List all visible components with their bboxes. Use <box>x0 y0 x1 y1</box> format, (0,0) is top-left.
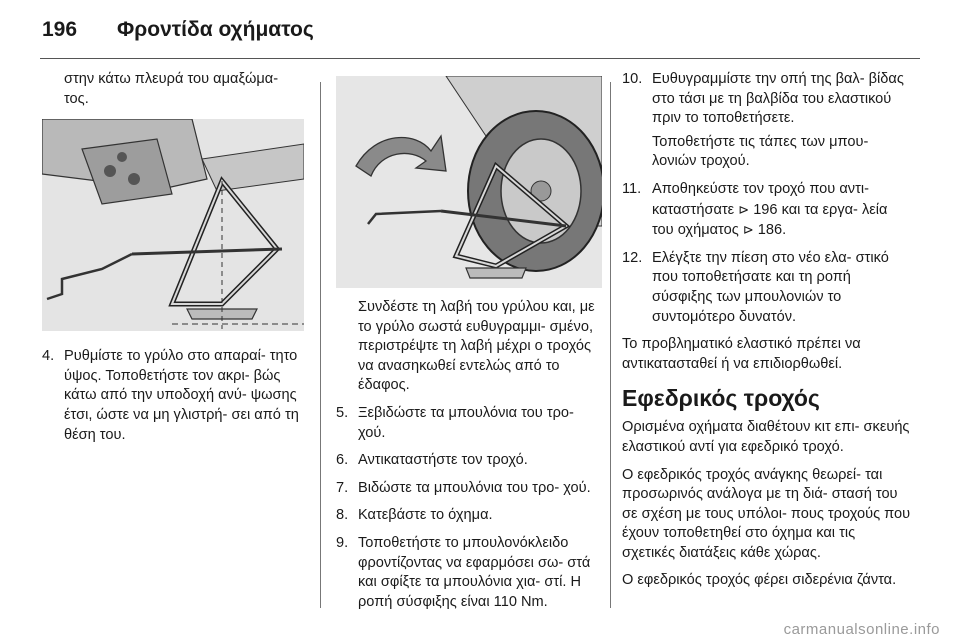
step-10-extra: Τοποθετήστε τις τάπες των μπου‐ λονιών τροχού. <box>652 133 869 170</box>
step-6 <box>336 451 602 471</box>
step-9-text: Τοποθετήστε το μπουλονόκλειδο φροντίζοντας να εφαρμόσει σω‐ στά και σφίξτε τα μπουλόνια χια‐ στί. Η ροπή σύσφιξης είναι 110 Nm. <box>358 534 591 610</box>
step-4 <box>42 347 304 445</box>
connect-handle-paragraph: Συνδέστε τη λαβή του γρύλου και, με το γρύλο σωστά ευθυγραμμι‐ σμένο, περιστρέψτε τη λαβή μέχρι ο τροχός να ανασηκωθεί εντελώς από το έδαφος. <box>358 299 595 394</box>
step-10-text: Ευθυγραμμίστε την οπή της βαλ‐ βίδας στο τάσι με τη βαλβίδα του ελαστικού πριν το τοποθετήσετε. <box>652 71 904 127</box>
step-12 <box>622 249 912 327</box>
step-5 <box>336 404 602 443</box>
column-2 <box>336 70 602 620</box>
step-6-text: Αντικαταστήστε τον τροχό. <box>358 452 528 469</box>
jack-position-illustration <box>42 119 304 331</box>
step-5-text: Ξεβιδώστε τα μπουλόνια του τρο‐ χού. <box>358 404 574 441</box>
spare-wheel-heading: Εφεδρικός τροχός <box>622 385 820 412</box>
column-divider-1 <box>320 82 321 608</box>
spare-wheel-paragraph-2: Ο εφεδρικός τροχός ανάγκης θεωρεί‐ ται προσωρινός ανάλογα με τη διά‐ στασή του σε σχέση με τους υπόλοι‐ πους τροχούς που έχουν τοποθετηθεί στο όχημα και τις σχετικές διατάξεις κάθε χώρας. <box>622 466 911 561</box>
section-title: Φροντίδα οχήματος <box>117 18 314 41</box>
watermark: carmanualsonline.info <box>783 621 940 638</box>
step-11-text <box>652 180 912 241</box>
spare-wheel-paragraph-1: Ορισμένα οχήματα διαθέτουν κιτ επι‐ σκευής ελαστικού αντί για εφεδρικό τροχό. <box>622 419 910 455</box>
page-ref-arrow-icon: ⊳ <box>738 201 750 217</box>
step-6-number: 6. <box>336 452 349 469</box>
step-10 <box>622 70 912 129</box>
header-rule <box>40 58 920 59</box>
step-8-number: 8. <box>336 507 349 524</box>
step-7-number: 7. <box>336 479 349 496</box>
step-4-text: Ρυθμίστε το γρύλο στο απαραί‐ τητο ύψος. Τοποθετήστε τον ακρι‐ βώς κάτω από την υποδοχή ανύ‐ ψωσης έτσι, ώστε να μη γλιστρή‐ σει από τη θέση του. <box>64 348 299 443</box>
step-12-text: Ελέγξτε την πίεση στο νέο ελα‐ στικό που τοποθετήσατε και τη ροπή σύσφιξης των μπουλονιών το συντομότερο δυνατόν. <box>652 249 889 325</box>
page-ref-196[interactable]: 196 <box>753 201 778 218</box>
jack-under-sill-drawing <box>42 119 304 331</box>
step-11-text-b: και τα εργα‐ λεία του οχήματος <box>652 201 888 239</box>
step-11 <box>622 180 912 241</box>
step-12-number: 12. <box>622 249 643 266</box>
step-11-text-a: Αποθηκεύστε τον τροχό που αντι‐ καταστήσατε <box>652 180 869 218</box>
intro-text <box>42 70 304 109</box>
column-1 <box>42 70 304 453</box>
step-7-text: Βιδώστε τα μπουλόνια του τρο‐ χού. <box>358 479 591 496</box>
step-7 <box>336 479 602 499</box>
step-4-number: 4. <box>42 348 55 365</box>
page-ref-186[interactable]: 186. <box>757 222 787 239</box>
step-10-number: 10. <box>622 71 643 87</box>
intro-line-1: στην κάτω πλευρά του αμαξώμα‐ <box>64 71 279 87</box>
faulty-tyre-paragraph: Το προβληματικό ελαστικό πρέπει να αντικατασταθεί ή να επιδιορθωθεί. <box>622 336 861 372</box>
step-11-number: 11. <box>622 180 642 197</box>
step-8-text: Κατεβάστε το όχημα. <box>358 507 493 524</box>
column-divider-2 <box>610 82 611 608</box>
intro-line-2: τος. <box>64 90 89 107</box>
page-number: 196 <box>42 18 78 41</box>
step-8 <box>336 506 602 526</box>
spare-wheel-paragraph-3: Ο εφεδρικός τροχός φέρει σιδερένια ζάντα. <box>622 572 897 589</box>
column-3 <box>622 70 912 599</box>
jack-lifting-illustration <box>336 76 602 288</box>
step-9-number: 9. <box>336 534 349 551</box>
step-9 <box>336 534 602 612</box>
page-ref-arrow-icon: ⊳ <box>742 222 754 238</box>
jack-handle-rotation-drawing <box>336 76 602 288</box>
step-5-number: 5. <box>336 404 349 421</box>
page-header <box>42 18 314 48</box>
